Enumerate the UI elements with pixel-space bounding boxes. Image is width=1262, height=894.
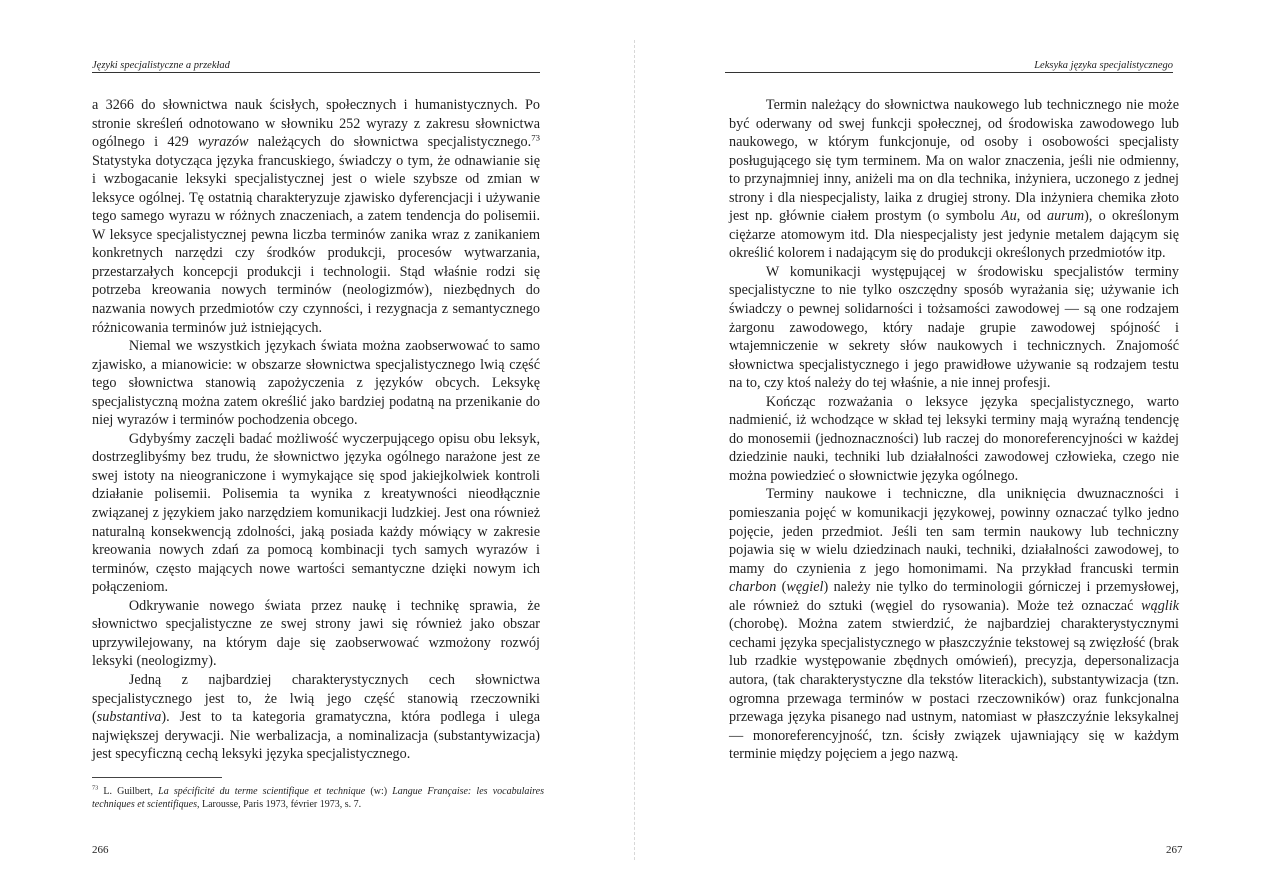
text-run: a 3266 do słownictwa nauk ścisłych, społecznych i humanistycznych. Po stronie skreśleń odnotowano w słowniku 252 wyrazy z zakresu słownictwa ogólnego i 429 (92, 97, 540, 151)
paragraph (92, 671, 540, 764)
text-run: aurum (1047, 208, 1085, 225)
running-head-left: Języki specjalistyczne a przekład (92, 60, 540, 73)
paragraph (92, 430, 540, 597)
text-run: wąglik (1141, 597, 1179, 614)
footnote (92, 785, 544, 811)
text-run: wyrazów (198, 134, 249, 151)
text-run: węgiel (786, 579, 824, 596)
text-run: (w:) (365, 786, 393, 797)
page-number-right: 267 (1166, 844, 1183, 856)
left-page-body (92, 96, 540, 764)
text-run: Niemal we wszystkich językach świata można zaobserwować to samo zjawisko, a mianowicie: w obszarze słownictwa specjalistycznego lwią część tego słownictwa stanowią zapożyczenia z języków obcych. Leksykę specjalistyczną można zatem określić jako bardziej podatną na przenikanie do niej wyrazów i terminów pochodzenia obcego. (92, 338, 540, 429)
text-run: należących do słownictwa specjalistycznego. (248, 134, 532, 151)
text-run: , Larousse, Paris 1973, février 1973, s. 7. (196, 799, 362, 810)
text-run: ). Jest to ta kategoria gramatyczna, która podlega i ulega największej derywacji. Nie werbalizacja, a nominalizacja (substantywizacja) jest specyficzną cechą leksyki języka specjalistycznego. (92, 709, 540, 763)
footnote-marker: 73 (92, 784, 99, 792)
text-run: W komunikacji występującej w środowisku specjalistów terminy specjalistyczne to nie tylko oszczędny sposób wyrażania się; używanie ich świadczy o pewnej solidarności i tożsamości zawodowej — są one rodzajem żargonu zawodowego, który nadaje grupie zawodowej spójność i wtajemniczenie w sekrety słów naukowych i technicznych. Znajomość słownictwa specjalistycznego i jego prawidłowe używanie są rodzajem testu na to, czy ktoś należy do tej właśnie, a nie innej profesji. (729, 263, 1179, 392)
text-run: , od (1016, 208, 1048, 225)
paragraph (729, 96, 1179, 263)
footnote-rule (92, 777, 222, 778)
right-page-body (729, 96, 1179, 764)
text-run: Termin należący do słownictwa naukowego lub technicznego nie może być oderwany od swej funkcji społecznej, od środowiska zawodowego lub naukowego, w którym funkcjonuje, od osoby i osobowości specjalisty posługującego się tym terminem. Ma on walor znaczenia, jeśli nie odmienny, to przynajmniej inny, aniżeli ma on dla technika, inżyniera, uczonego z jednej strony i dla niespecjalisty, laika z drugiej strony. Dla inżyniera chemika złoto jest np. głównie ciałem prostym (o symbolu (729, 97, 1179, 225)
text-run: substantiva (96, 709, 162, 726)
text-run: Jedną z najbardziej charakterystycznych cech słownictwa specjalistycznego jest to, że lwią jego część stanowią rzeczowniki ( (92, 671, 540, 726)
right-page (631, 0, 1262, 894)
text-run: Langue Française: les vocabulaires techniques et scientifiques (92, 786, 544, 810)
footnote-marker: 73 (531, 132, 540, 143)
paragraph (92, 96, 540, 337)
running-head-right: Leksyka języka specjalistycznego (725, 60, 1173, 73)
paragraph (729, 485, 1179, 763)
text-run: Au (1001, 208, 1017, 225)
paragraph (729, 263, 1179, 393)
text-run: L. Guilbert, (98, 786, 159, 797)
paragraph (729, 393, 1179, 486)
text-run: Statystyka dotycząca języka francuskiego, świadczy o tym, że odnawianie się i wzbogacanie leksyki specjalistycznej jest o wiele szybsze od zmian w leksyce ogólnej. Tę ostatnią charakteryzuje zjawisko dyferencjacji i używanie tego samego wyrazu w różnych znaczeniach, a zatem tendencja do polisemii. W leksyce specjalistycznej pewna liczba terminów zanika wraz z zanikaniem konkretnych narzędzi czy środków produkcji, procesów wytwarzania, przestarzałych koncepcji produkcji i technologii. Stąd właśnie rodzi się potrzeba kreowania nowych terminów (neologizmów), niezbędnych do nazwania nowych przedmiotów czy czynności, i rezygnacja z semantycznego różnicowania terminów już istniejących. (92, 152, 540, 336)
text-run: Gdybyśmy zaczęli badać możliwość wyczerpującego opisu obu leksyk, dostrzeglibyśmy bez trudu, że słownictwo języka ogólnego narażone jest ze swej istoty na nieograniczone i wymykające się spod jakiejkolwiek kontroli działanie polisemii. Polisemia ta wynika z kreatywności nieodłącznie związanej z językiem jako narzędziem komunikacji ludzkiej. Jest ona również naturalną konsekwencją zdolności, jaką posiada każdy mówiący w zakresie kreowania nowych zdań za pomocą kombinacji tych samych wyrazów i terminów, często mających nowe wartości semantyczne dzięki nowym ich połączeniom. (92, 430, 540, 596)
text-run: ( (776, 579, 787, 596)
text-run: Kończąc rozważania o leksyce języka specjalistycznego, warto nadmienić, iż wchodzące w skład tej leksyki terminy mają wyraźną tendencję do monosemii (jednoznaczności) lub raczej do monoreferencyjności w każdej dziedzinie nauki, techniki lub działalności zawodowej człowieka, czego nie można powiedzieć o słownictwie języka ogólnego. (729, 393, 1179, 484)
text-run: La spécificité du terme scientifique et technique (158, 786, 366, 797)
text-run: (chorobę). Można zatem stwierdzić, że najbardziej charakterystycznymi cechami języka specjalistycznego w płaszczyźnie tekstowej są zwięzłość (brak lub rzadkie występowanie zbędnych omówień), precyzja, depersonalizacja autora, (tak charakterystyczne dla tekstów literackich), substantywizacja (tzn. ogromna przewaga terminów w postaci rzeczowników) oraz funkcjonalna przewaga języka pisanego nad ustnym, natomiast w płaszczyźnie leksykalnej — monoreferencyjność, tzn. ścisły związek ujawniający się w każdym terminie między pojęciem a jego nazwą. (729, 616, 1179, 763)
page-number-left: 266 (92, 844, 109, 856)
text-run: ) należy nie tylko do terminologii górniczej i przemysłowej, ale również do sztuki (węgiel do rysowania). Może też oznaczać (729, 579, 1179, 614)
text-run: Odkrywanie nowego świata przez naukę i technikę sprawia, że słownictwo specjalistyczne ze swej strony jawi się również jako obszar uprzywilejowany, na którym daje się zaobserwować wzmożony rozwój leksyki (neologizmy). (92, 597, 540, 670)
text-run: Terminy naukowe i techniczne, dla uniknięcia dwuznaczności i pomieszania pojęć w komunikacji językowej, powinny oznaczać tylko jedno pojęcie, jeden przedmiot. Jeśli ten sam termin naukowy lub techniczny pojawia się w wielu dziedzinach nauki, techniki, działalności zawodowej, to mamy do czynienia z jego homonimami. Na przykład francuski termin (729, 486, 1179, 577)
paragraph (92, 337, 540, 430)
text-run: charbon (729, 579, 777, 596)
text-run: ), o określonym ciężarze atomowym itd. Dla niespecjalisty jest jedynie metalem dającym się określić kolorem i nadającym się do produkcji określonych przedmiotów itp. (729, 208, 1179, 262)
paragraph (92, 597, 540, 671)
